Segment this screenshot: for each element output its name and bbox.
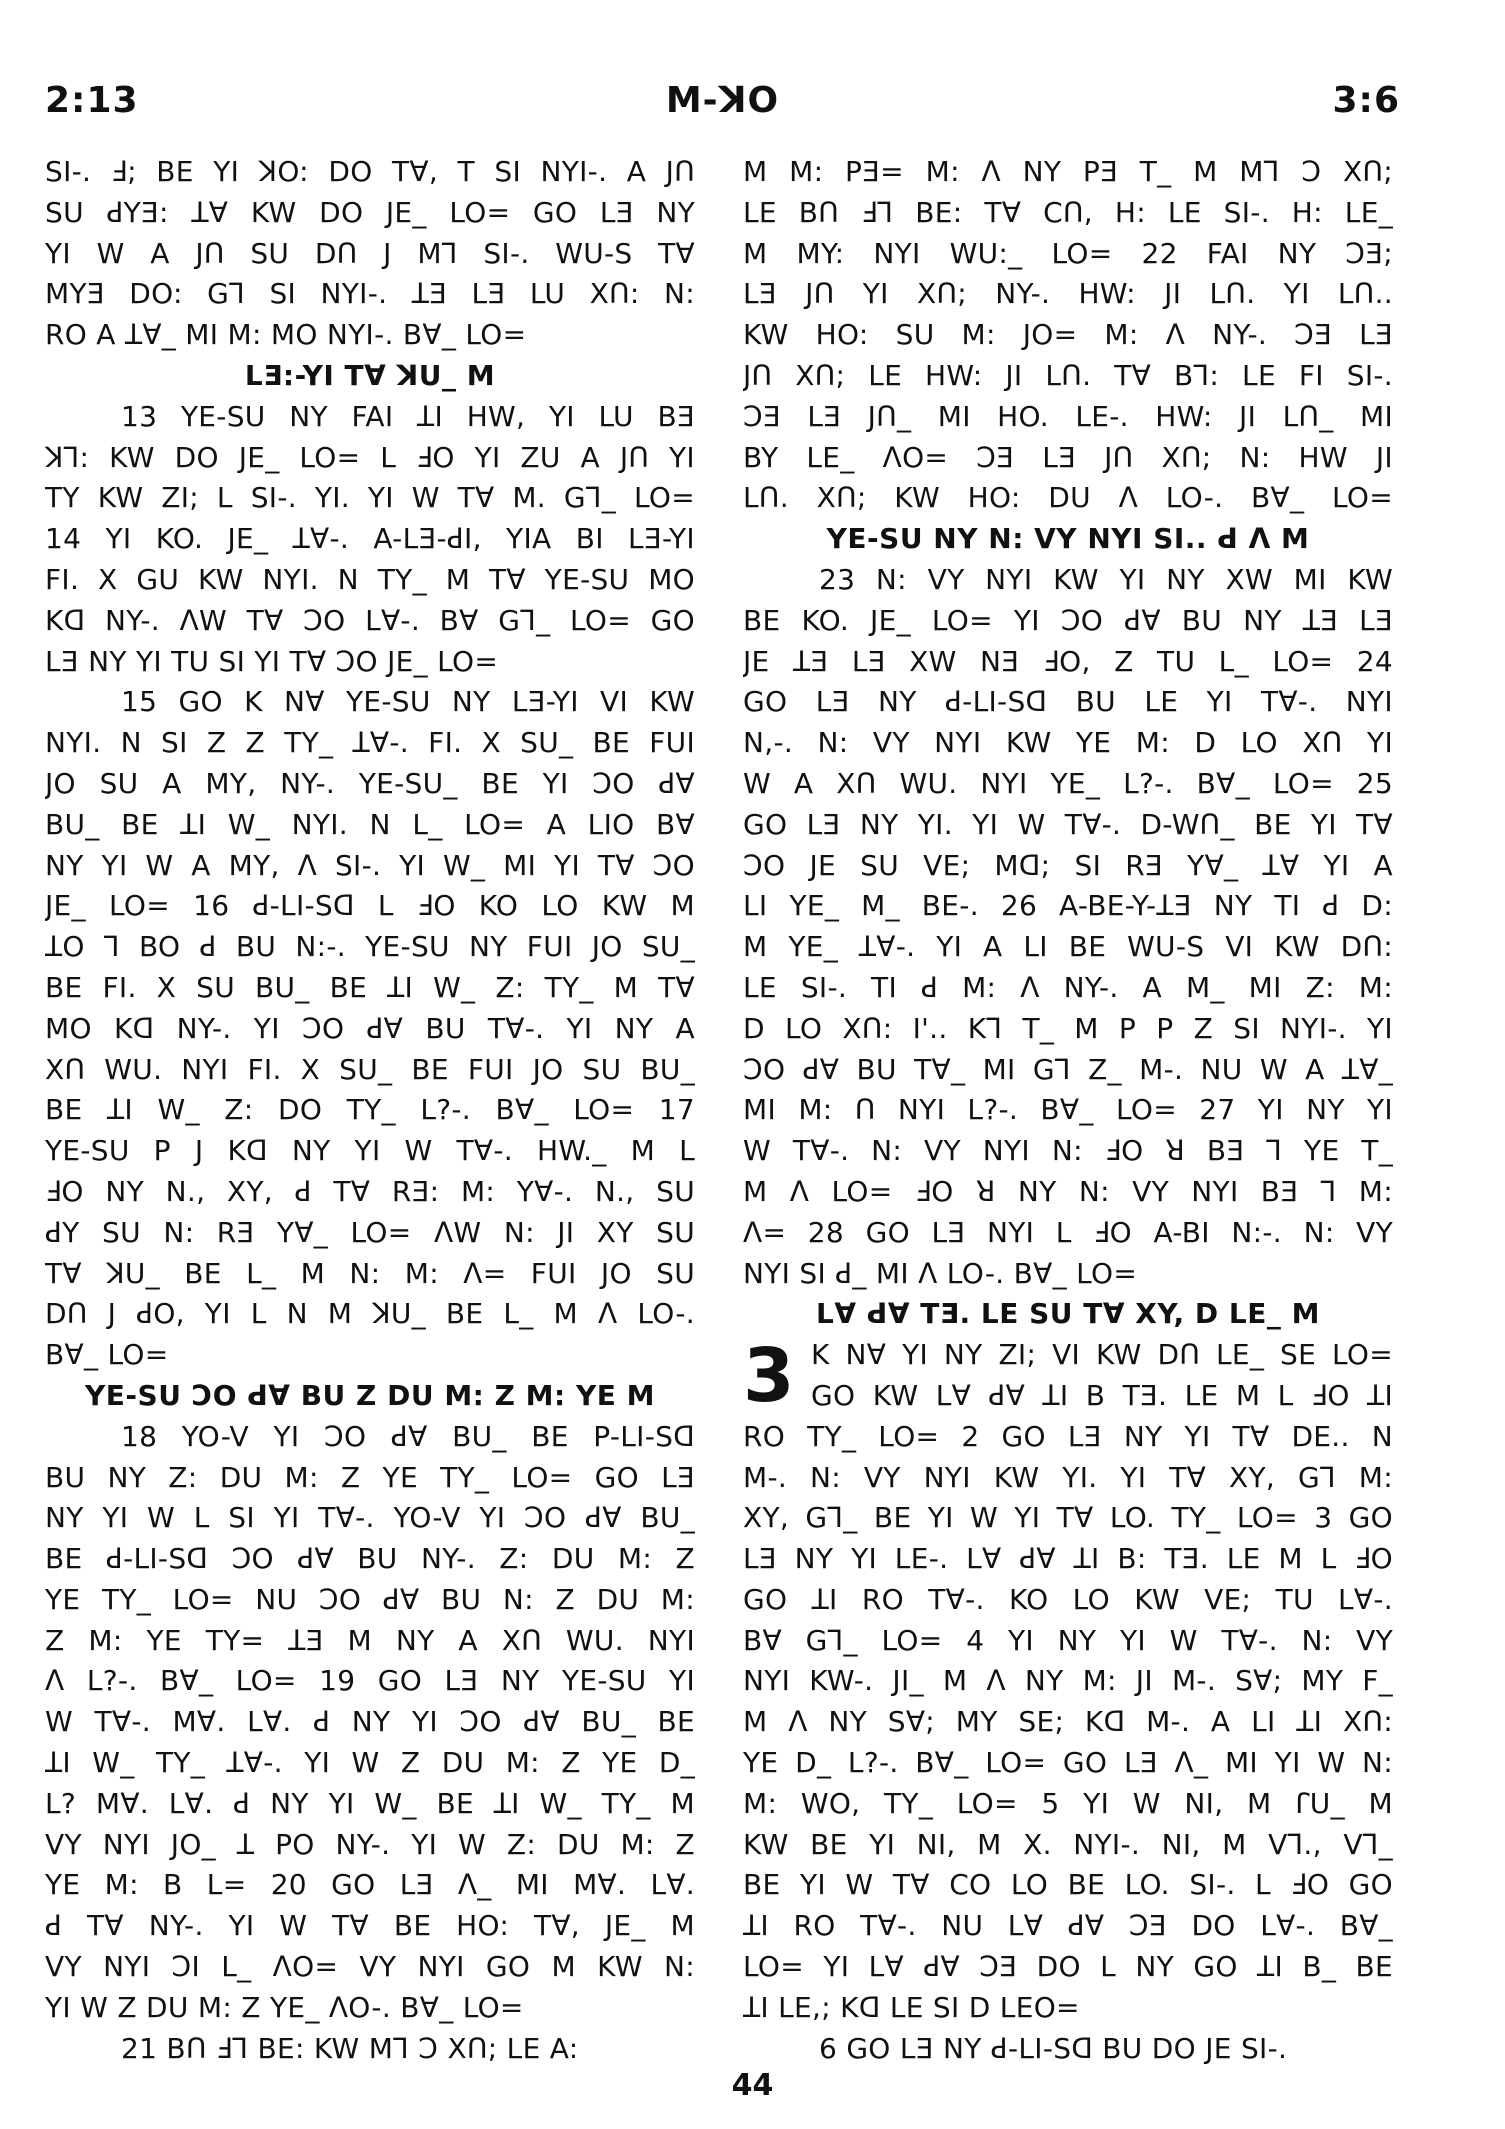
text-line: DՈ J ꓒO, YI L N M ꓘU_ BE L_ M ꓥ LO-. [45,1297,695,1331]
text-line: JE_ LO= 16 ꓒ-LI-Sꓷ L ꓞO KO LO KW M [45,889,695,923]
text-line: BU_ BE ꓕI W_ NYI. N L_ LO= A LIO Bꓯ [45,807,695,841]
text-line: M YE_ ꓕꓯ-. YI A LI BE WU-S VI KW DՈ: [743,930,1393,964]
text-line: 14 YI KO. JE_ ꓕꓯ-. A-LƎ-ꓒI, YIA BI LƎ-YI [45,522,695,556]
text-line: L? Mꓯ. Lꓯ. ꓒ NY YI W_ BE ꓕI W_ TY_ M [45,1786,695,1820]
chapter-verse-start: 2:13 [45,80,139,121]
text-line: LƎ NY YI LE-. Lꓯ ꓒꓯ ꓕI B: TƎ. LE M L ꓞO [743,1542,1393,1576]
text-line: BE ꓒ-LI-Sꓷ ꓛO ꓒꓯ BU NY-. Z: DU M: Z [45,1542,695,1576]
text-line: XՈ WU. NYI FI. X SU_ BE FUI JO SU BU_ [45,1052,695,1086]
section-heading: YE-SU ꓛO ꓒꓯ BU Z DU M: Z M: YE M [85,1378,655,1412]
text-line: ꓛO JE SU VE; Mꓷ; SI RƎ Yꓯ_ ꓕꓯ YI A [743,848,1393,882]
text-line: ꓕI W_ TY_ ꓕꓯ-. YI W Z DU M: Z YE D_ [45,1746,695,1780]
running-title: M-ꓘO [665,80,780,121]
text-line: KW BE YI NI, M X. NYI-. NI, M Vꓶ., Vꓶ_ [743,1827,1393,1861]
text-line: KW HO: SU M: JO= M: ꓥ NY-. ꓛƎ LƎ [743,318,1393,352]
text-line: YE TY_ LO= NU ꓛO ꓒꓯ BU N: Z DU M: [45,1582,695,1616]
text-line: YE M: B L= 20 GO LƎ ꓥ_ MI Mꓯ. Lꓯ. [45,1868,695,1902]
text-line: NY YI W A MY, ꓥ SI-. YI W_ MI YI Tꓯ ꓛO [45,848,695,882]
text-line: 6 GO LƎ NY ꓒ-LI-Sꓷ BU DO JE SI-. [819,2031,1288,2065]
text-line: ꓕI LE,; Kꓷ LE SI D LEO= [743,1990,1080,2024]
text-line: W Tꓯ-. N: VY NYI N: ꓞO ꓤ BƎ ꓶ YE T_ [743,1134,1393,1168]
text-line: Tꓯ ꓘU_ BE L_ M N: M: ꓥ= FUI JO SU [45,1256,695,1290]
text-columns [45,152,1400,2065]
text-line: ꓛƎ LƎ JՈ_ MI HO. LE-. HW: JI LՈ_ MI [743,399,1393,433]
text-line: GO ꓕI RO Tꓯ-. KO LO KW VE; TU Lꓯ-. [743,1582,1393,1616]
text-line: ꓥ L?-. Bꓯ_ LO= 19 GO LƎ NY YE-SU YI [45,1664,695,1698]
text-line: JO SU A MY, NY-. YE-SU_ BE YI ꓛO ꓒꓯ [45,766,695,800]
text-line: LO= YI Lꓯ ꓒꓯ ꓛƎ DO L NY GO ꓕI B_ BE [743,1950,1393,1984]
text-line: 23 N: VY NYI KW YI NY XW MI KW [819,562,1393,596]
text-line: RO A ꓕꓯ_ MI M: MO NYI-. Bꓯ_ LO= [45,318,527,352]
section-heading: YE-SU NY N: VY NYI SI.. ꓒ ꓥ M [826,522,1310,556]
text-line: M MY: NYI WU:_ LO= 22 FAI NY ꓛƎ; [743,236,1393,270]
text-line: LƎ JՈ YI XՈ; NY-. HW: JI LՈ. YI LՈ.. [743,277,1393,311]
text-line: NYI SI ꓒ_ MI ꓥ LO-. Bꓯ_ LO= [743,1256,1138,1290]
chapter-drop-cap: 3 [743,1333,795,1420]
text-line: YI W A JՈ SU DՈ J Mꓶ SI-. WU-S Tꓯ [45,236,695,270]
text-line: Bꓯ_ LO= [45,1338,169,1372]
text-line: Kꓷ NY-. ꓥW Tꓯ ꓛO Lꓯ-. Bꓯ Gꓶ_ LO= GO [45,603,695,637]
text-line: ꓥ= 28 GO LƎ NYI L ꓞO A-BI N:-. N: VY [743,1215,1393,1249]
text-line: M ꓥ NY Sꓯ; MY SE; Kꓷ M-. A LI ꓕI XՈ: [743,1705,1393,1739]
text-line: XY, Gꓶ_ BE YI W YI Tꓯ LO. TY_ LO= 3 GO [743,1501,1393,1535]
page-number: 44 [731,2068,774,2103]
text-line: SU ꓒYƎ: ꓕꓯ KW DO JE_ LO= GO LƎ NY [45,195,695,229]
text-line: M: WO, TY_ LO= 5 YI W NI, M ꓩU_ M [743,1786,1393,1820]
text-line: GO KW Lꓯ ꓒꓯ ꓕI B TƎ. LE M L ꓞO ꓕI [811,1378,1393,1412]
text-line: ꓘꓶ: KW DO JE_ LO= L ꓞO YI ZU A JՈ YI [45,440,695,474]
text-line: BY LE_ ꓥO= ꓛƎ LƎ JՈ XՈ; N: HW JI [743,440,1393,474]
text-line: ꓒY SU N: RƎ Yꓯ_ LO= ꓥW N: JI XY SU [45,1215,695,1249]
text-line: ꓒ Tꓯ NY-. YI W Tꓯ BE HO: Tꓯ, JE_ M [45,1909,695,1943]
text-line: BU NY Z: DU M: Z YE TY_ LO= GO LƎ [45,1460,695,1494]
text-line: 15 GO K Nꓯ YE-SU NY LƎ-YI VI KW [121,685,695,719]
text-line: ꓕO ꓶ BO ꓒ BU N:-. YE-SU NY FUI JO SU_ [45,930,695,964]
text-line: ꓛO ꓒꓯ BU Tꓯ_ MI Gꓶ Z_ M-. NU W A ꓕꓯ_ [743,1052,1393,1086]
text-line: LI YE_ M_ BE-. 26 A-BE-Y-ꓕƎ NY TI ꓒ D: [743,889,1393,923]
text-line: Z M: YE TY= ꓕƎ M NY A XՈ WU. NYI [45,1623,695,1657]
text-line: FI. X GU KW NYI. N TY_ M Tꓯ YE-SU MO [45,562,695,596]
text-line: YI W Z DU M: Z YE_ ꓥO-. Bꓯ_ LO= [45,1990,524,2024]
text-line: SI-. Ⅎ; BE YI ꓘO: DO Tꓯ, T SI NYI-. A JՈ [45,155,695,188]
text-line: BE FI. X SU BU_ BE ꓕI W_ Z: TY_ M Tꓯ [45,970,695,1004]
text-line: MO Kꓷ NY-. YI ꓛO ꓒꓯ BU Tꓯ-. YI NY A [45,1011,695,1045]
text-line: D LO XՈ: I'.. Kꓶ T_ M P P Z SI NYI-. YI [743,1011,1393,1045]
chapter-verse-end: 3:6 [1332,80,1400,121]
text-line: TY KW ZI; L SI-. YI. YI W Tꓯ M. Gꓶ_ LO= [45,481,695,515]
text-line: GO LƎ NY ꓒ-LI-Sꓷ BU LE YI Tꓯ-. NYI [743,685,1393,719]
right-column [743,152,1393,2069]
text-line: NYI KW-. JI_ M ꓥ NY M: JI M-. Sꓯ; MY F_ [743,1664,1393,1698]
text-line: M-. N: VY NYI KW YI. YI Tꓯ XY, Gꓶ M: [743,1460,1393,1494]
text-line: 13 YE-SU NY FAI ꓕI HW, YI LU BƎ [121,399,695,433]
text-line: K Nꓯ YI NY ZI; VI KW DՈ LE_ SE LO= [811,1338,1393,1372]
text-line: BE ꓕI W_ Z: DO TY_ L?-. Bꓯ_ LO= 17 [45,1093,695,1127]
text-line: W Tꓯ-. Mꓯ. Lꓯ. ꓒ NY YI ꓛO ꓒꓯ BU_ BE [45,1705,695,1739]
text-line: NY YI W L SI YI Tꓯ-. YO-V YI ꓛO ꓒꓯ BU_ [45,1501,695,1535]
text-line: M ꓥ LO= ꓞO ꓤ NY N: VY NYI BƎ ꓶ M: [743,1174,1393,1208]
text-line: ꓞO NY N., XY, ꓒ Tꓯ RƎ: M: Yꓯ-. N., SU [45,1174,695,1208]
text-line: GO LƎ NY YI. YI W Tꓯ-. D-WՈ_ BE YI Tꓯ [743,807,1393,841]
text-line: RO TY_ LO= 2 GO LƎ NY YI Tꓯ DE.. N [743,1419,1393,1453]
text-line: BE YI W Tꓯ CO LO BE LO. SI-. L ꓞO GO [743,1868,1393,1902]
text-line: MI M: Ո NYI L?-. Bꓯ_ LO= 27 YI NY YI [743,1093,1393,1127]
text-line: YE-SU P J Kꓷ NY YI W Tꓯ-. HW._ M L [45,1134,695,1168]
text-line: N,-. N: VY NYI KW YE M: D LO XՈ YI [743,726,1393,760]
text-line: W A XՈ WU. NYI YE_ L?-. Bꓯ_ LO= 25 [743,766,1393,800]
text-line: VY NYI JO_ ꓕ PO NY-. YI W Z: DU M: Z [45,1827,695,1861]
text-line: ꓕI RO Tꓯ-. NU Lꓯ ꓒꓯ ꓛƎ DO Lꓯ-. Bꓯ_ [743,1909,1393,1943]
text-line: LՈ. XՈ; KW HO: DU ꓥ LO-. Bꓯ_ LO= [743,481,1393,515]
text-line: Bꓯ Gꓶ_ LO= 4 YI NY YI W Tꓯ-. N: VY [743,1623,1393,1657]
text-line: LE BՈ ꓞꓶ BE: Tꓯ CՈ, H: LE SI-. H: LE_ [743,195,1393,229]
text-line: M M: PƎ= M: ꓥ NY PƎ T_ M Mꓶ ꓛ XՈ; [743,155,1393,188]
text-line: MYƎ DO: Gꓶ SI NYI-. ꓕƎ LƎ LU XՈ: N: [45,277,695,311]
left-column [45,152,695,2069]
text-line: 21 BՈ ꓞꓶ BE: KW Mꓶ ꓛ XՈ; LE A: [121,2031,579,2065]
text-line: VY NYI ꓛI L_ ꓥO= VY NYI GO M KW N: [45,1950,695,1984]
page-header [45,80,1400,130]
section-heading: LƎ:-YI Tꓯ ꓘU_ M [244,358,496,392]
text-line: LƎ NY YI TU SI YI Tꓯ ꓛO JE_ LO= [45,644,499,678]
text-line: JՈ XՈ; LE HW: JI LՈ. Tꓯ Bꓶ: LE FI SI-. [743,358,1393,392]
section-heading: Lꓯ ꓒꓯ TƎ. LE SU Tꓯ XY, D LE_ M [816,1297,1320,1331]
text-line: LE SI-. TI ꓒ M: ꓥ NY-. A M_ MI Z: M: [743,970,1393,1004]
text-line: BE KO. JE_ LO= YI ꓛO ꓒꓯ BU NY ꓕƎ LƎ [743,603,1393,637]
text-line: NYI. N SI Z Z TY_ ꓕꓯ-. FI. X SU_ BE FUI [45,726,695,760]
text-line: YE D_ L?-. Bꓯ_ LO= GO LƎ ꓥ_ MI YI W N: [743,1746,1393,1780]
text-line: JE ꓕƎ LƎ XW NƎ ꓞO, Z TU L_ LO= 24 [743,644,1393,678]
text-line: 18 YO-V YI ꓛO ꓒꓯ BU_ BE P-LI-Sꓷ [121,1419,695,1453]
